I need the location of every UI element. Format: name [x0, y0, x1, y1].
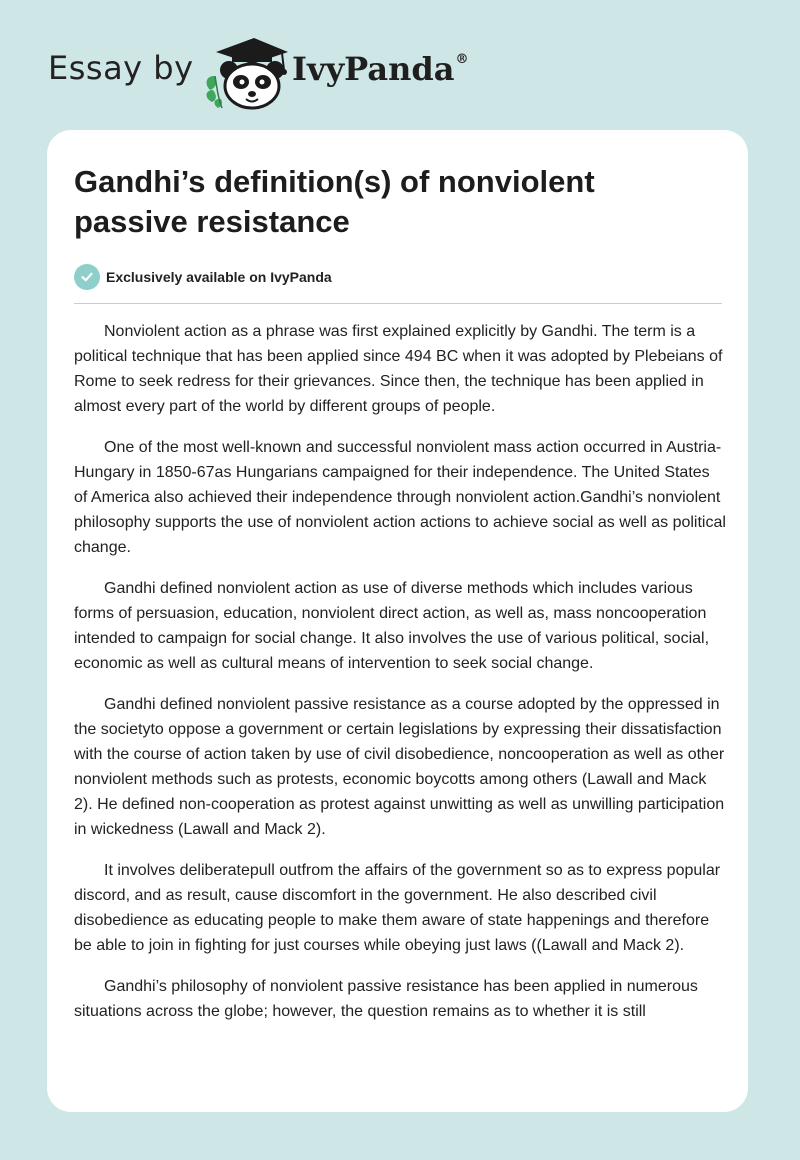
brand-header[interactable]: [48, 30, 488, 110]
exclusive-badge: [74, 264, 332, 290]
essay-card: [47, 130, 748, 1112]
divider: [74, 303, 722, 304]
check-circle-icon: [74, 264, 100, 290]
paragraph: Gandhi defined nonviolent passive resistance as a course adopted by the oppressed in the societyto oppose a government or certain legislations by expressing their dissatisfaction with the course of action taken by use of civil disobedience, noncooperation as well as other nonviolent methods such as protests, economic boycotts among others (Lawall and Mack 2). He defined non-cooperation as protest against unwitting as well as unwilling participation in wickedness (Lawall and Mack 2).: [74, 696, 725, 838]
paragraph: Gandhi’s philosophy of nonviolent passive resistance has been applied in numerous situations across the globe; however, the question remains as to whether it is still: [74, 978, 698, 1020]
brand-name: IvyPanda®: [292, 50, 469, 88]
registered-mark: ®: [455, 52, 469, 67]
paragraph: Gandhi defined nonviolent action as use of diverse methods which includes various forms of persuasion, education, nonviolent direct action, as well as, mass noncooperation intended to campaign for social change. It also involves the use of various political, social, economic as well as cultural means of intervention to seek social change.: [74, 580, 710, 672]
brand-prefix: Essay by: [48, 49, 194, 87]
panda-logo-icon: [202, 32, 292, 110]
paragraph: Nonviolent action as a phrase was first explained explicitly by Gandhi. The term is a political technique that has been applied since 494 BC when it was adopted by Plebeians of Rome to seek redress for their grievances. Since then, the technique has been applied in almost every part of the world by different groups of people.: [74, 323, 723, 415]
exclusive-label: Exclusively available on IvyPanda: [106, 269, 332, 285]
essay-body: [74, 319, 726, 1040]
page-title: Gandhi’s definition(s) of nonviolent passive resistance: [74, 164, 595, 239]
paragraph: It involves deliberatepull outfrom the affairs of the government so as to express popular discord, and as result, cause discomfort in the government. He also described civil disobedience as educating people to make them aware of state happenings and therefore be able to join in fighting for just courses while obeying just laws ((Lawall and Mack 2).: [74, 862, 721, 954]
paragraph: One of the most well-known and successful nonviolent mass action occurred in Austria-Hungary in 1850-67as Hungarians campaigned for their independence. The United States of America also achieved their independence through nonviolent action.Gandhi’s nonviolent philosophy supports the use of nonviolent action actions to achieve social as well as political change.: [74, 439, 726, 556]
